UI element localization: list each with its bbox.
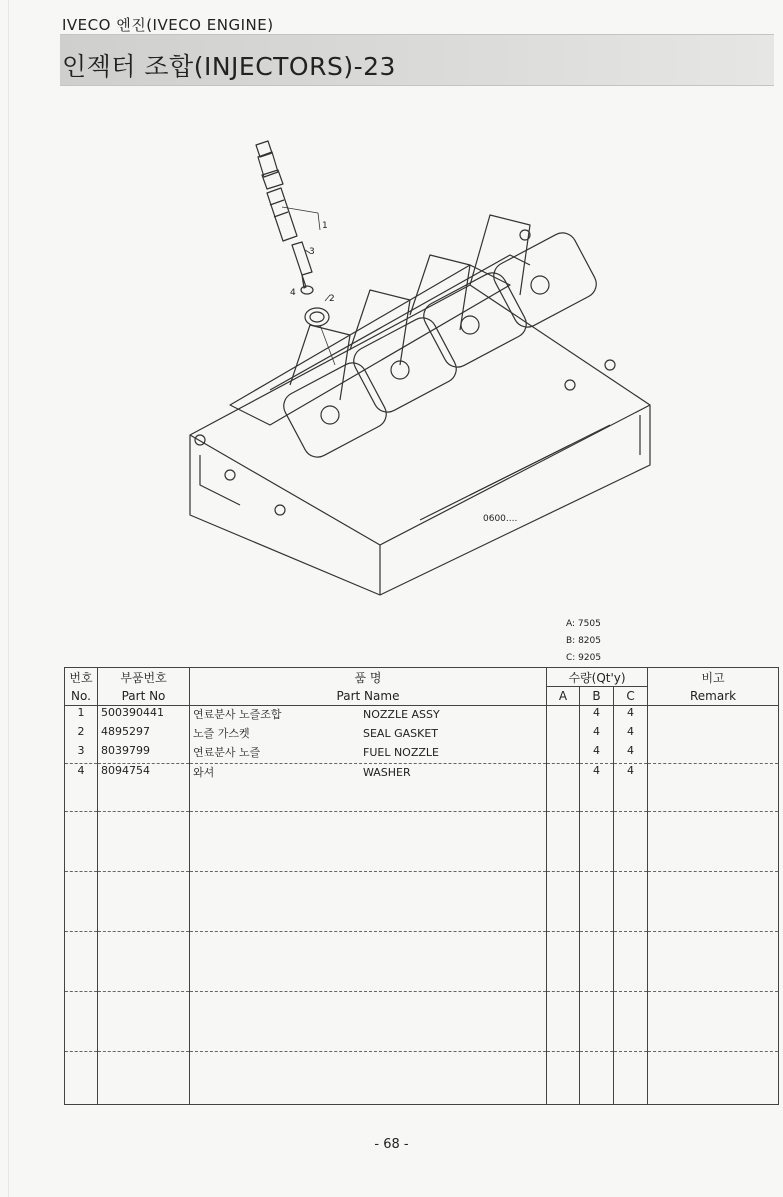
row-no: 2 — [65, 725, 98, 744]
page-number: - 68 - — [374, 1137, 409, 1152]
page-margin-line — [8, 0, 9, 1197]
header-no-en: No. — [65, 687, 98, 706]
table-row-empty — [65, 872, 779, 932]
row-part-no: 4895297 — [98, 725, 190, 744]
row-no: 3 — [65, 744, 98, 764]
variant-a: A: 7505 — [566, 619, 601, 629]
row-qty-c: 4 — [614, 764, 648, 784]
variant-c: C: 9205 — [566, 653, 602, 663]
table-row-empty — [65, 1052, 779, 1105]
header-name-ko: 품 명 — [190, 668, 547, 687]
row-qty-a — [547, 706, 580, 726]
header-qty-a: A — [547, 687, 580, 706]
parts-table — [64, 667, 779, 1105]
row-qty-a — [547, 764, 580, 784]
part-name-en: FUEL NOZZLE — [363, 746, 439, 759]
engine-title: IVECO 엔진(IVECO ENGINE) — [62, 16, 274, 34]
row-part-name — [190, 706, 547, 726]
part-name-ko: 연료분사 노즐 — [193, 746, 261, 759]
table-row — [65, 764, 779, 784]
callout-4: 4 — [290, 288, 296, 298]
table-row-empty — [65, 992, 779, 1052]
header-remark-ko: 비고 — [648, 668, 779, 687]
table-row — [65, 744, 779, 764]
part-name-ko: 와셔 — [193, 766, 215, 779]
row-remark — [648, 764, 779, 784]
section-title: 인젝터 조합(INJECTORS)-23 — [62, 52, 396, 81]
header-part-ko: 부품번호 — [98, 668, 190, 687]
header-qty-b: B — [580, 687, 614, 706]
part-name-ko: 연료분사 노즐조합 — [193, 708, 282, 721]
row-remark — [648, 706, 779, 726]
row-part-no: 8039799 — [98, 744, 190, 764]
callout-2: 2 — [329, 294, 335, 304]
row-part-name — [190, 725, 547, 744]
row-part-no: 500390441 — [98, 706, 190, 726]
row-qty-b: 4 — [580, 744, 614, 764]
header-qty-c: C — [614, 687, 648, 706]
table-row — [65, 706, 779, 726]
part-name-ko: 노즐 가스켓 — [193, 727, 250, 740]
header-qty-ko: 수량(Qt'y) — [547, 668, 648, 687]
row-no: 1 — [65, 706, 98, 726]
row-qty-b: 4 — [580, 764, 614, 784]
header-part-en: Part No — [98, 687, 190, 706]
row-qty-a — [547, 725, 580, 744]
cylinder-head — [190, 215, 650, 595]
callout-1: 1 — [322, 221, 328, 231]
row-part-no: 8094754 — [98, 764, 190, 784]
header-remark-en: Remark — [648, 687, 779, 706]
row-remark — [648, 725, 779, 744]
table-row — [65, 725, 779, 744]
row-no: 4 — [65, 764, 98, 784]
callout-3: 3 — [309, 247, 315, 257]
table-row-empty — [65, 932, 779, 992]
row-qty-c: 4 — [614, 744, 648, 764]
seal-gasket — [305, 308, 329, 326]
row-qty-c: 4 — [614, 725, 648, 744]
part-name-en: SEAL GASKET — [363, 727, 438, 740]
row-part-name — [190, 764, 547, 784]
row-remark — [648, 744, 779, 764]
row-qty-b: 4 — [580, 706, 614, 726]
row-qty-c: 4 — [614, 706, 648, 726]
row-qty-b: 4 — [580, 725, 614, 744]
header-no-ko: 번호 — [65, 668, 98, 687]
injector-cylinder-head-diagram — [170, 135, 670, 600]
figure-code: 0600.... — [483, 514, 518, 524]
variant-b: B: 8205 — [566, 636, 601, 646]
row-qty-a — [547, 744, 580, 764]
injector-nozzle-assy — [256, 141, 297, 241]
table-row-empty — [65, 812, 779, 872]
table-row-empty — [65, 783, 779, 812]
header-name-en: Part Name — [190, 687, 547, 706]
part-name-en: NOZZLE ASSY — [363, 708, 440, 721]
row-part-name — [190, 744, 547, 764]
part-name-en: WASHER — [363, 766, 411, 779]
washer — [301, 286, 313, 294]
